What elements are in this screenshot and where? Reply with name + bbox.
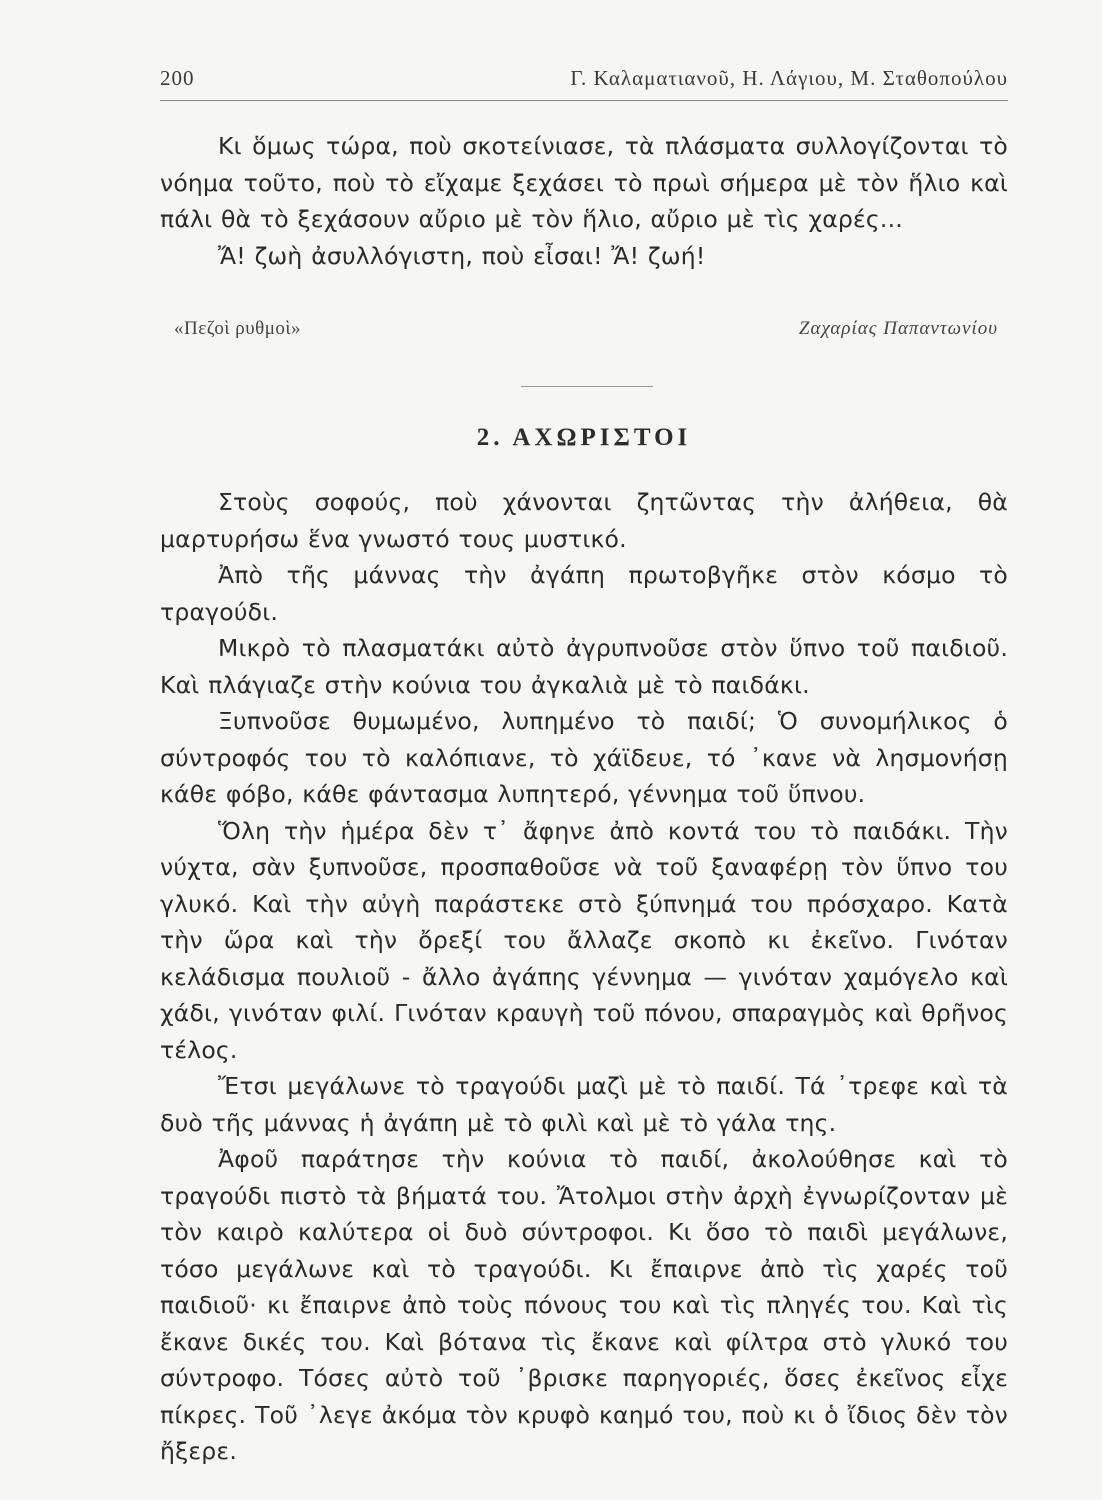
excerpt-paragraph: Κι ὅμως τώρα, ποὺ σκοτείνιασε, τὰ πλάσματα συλλογίζονται τὸ νόημα τοῦτο, ποὺ τὸ εἴχαμε ξεχάσει τὸ πρωὶ σήμερα μὲ τὸν ἥλιο καὶ πάλι θὰ τὸ ξεχάσουν αὔριο μὲ τὸν ἥλιο, αὔριο μὲ τὶς χαρές... bbox=[160, 132, 1008, 233]
page-number: 200 bbox=[160, 66, 195, 90]
excerpt-attribution bbox=[160, 318, 998, 340]
body-paragraph: Ὅλη τὴν ἡμέρα δὲν τ᾿ ἄφηνε ἀπὸ κοντά του τὸ παιδάκι. Τὴν νύχτα, σὰν ξυπνοῦσε, προσπαθοῦσε νὰ τοῦ ξαναφέρῃ τὸν ὕπνο του γλυκό. Καὶ τὴν αὐγὴ παράστεκε στὸ ξύπνημά του πρόσχαρο. Κατὰ τὴν ὥρα καὶ τὴν ὄρεξί του ἄλλαζε σκοπὸ κι ἐκεῖνο. Γινόταν κελάδισμα πουλιοῦ - ἄλλο ἀγάπης γέννημα — γινόταν χαμόγελο καὶ χάδι, γινόταν φιλί. Γινόταν κραυγὴ τοῦ πόνου, σπαραγμὸς καὶ θρῆνος τέλος. bbox=[160, 816, 1008, 1064]
running-title: Γ. Καλαματιανοῦ, Η. Λάγιου, Μ. Σταθοπούλου bbox=[570, 66, 1008, 90]
excerpt-source: «Πεζοὶ ρυθμοὶ» bbox=[174, 318, 302, 339]
section-separator bbox=[521, 386, 653, 387]
body-paragraph: Ἔτσι μεγάλωνε τὸ τραγούδι μαζὶ μὲ τὸ παιδί. Τά ᾿τρεφε καὶ τὰ δυὸ τῆς μάννας ἡ ἀγάπη μὲ τὸ φιλὶ καὶ μὲ τὸ γάλα της. bbox=[160, 1072, 1008, 1137]
section-body bbox=[160, 484, 1008, 1470]
body-paragraph: Ξυπνοῦσε θυμωμένο, λυπημένο τὸ παιδί; Ὁ συνομήλικος ὁ σύντροφός του τὸ καλόπιανε, τὸ χάϊδευε, τό ᾿κανε νὰ λησμονήσῃ κάθε φόβο, κάθε φάντασμα λυπητερό, γέννημα τοῦ ὕπνου. bbox=[160, 707, 1008, 808]
excerpt-paragraph: Ἄ! ζωὴ ἀσυλλόγιστη, ποὺ εἶσαι! Ἄ! ζωή! bbox=[218, 241, 706, 270]
body-paragraph: Μικρὸ τὸ πλασματάκι αὐτὸ ἀγρυπνοῦσε στὸν ὕπνο τοῦ παιδιοῦ. Καὶ πλάγιαζε στὴν κούνια του ἀγκαλιὰ μὲ τὸ παιδάκι. bbox=[160, 634, 1008, 699]
excerpt-text bbox=[160, 128, 1008, 274]
body-paragraph: Στοὺς σοφούς, ποὺ χάνονται ζητῶντας τὴν ἀλήθεια, θὰ μαρτυρήσω ἕνα γνωστό τους μυστικό. bbox=[160, 488, 1008, 553]
body-paragraph: Ἀπὸ τῆς μάννας τὴν ἀγάπη πρωτοβγῆκε στὸν κόσμο τὸ τραγούδι. bbox=[160, 561, 1008, 626]
running-header bbox=[160, 66, 1008, 91]
section-title: 2. ΑΧΩΡΙΣΤΟΙ bbox=[476, 424, 692, 451]
header-divider bbox=[160, 100, 1008, 101]
body-paragraph: Ἀφοῦ παράτησε τὴν κούνια τὸ παιδί, ἀκολούθησε καὶ τὸ τραγούδι πιστὸ τὰ βήματά του. Ἄτολμοι στὴν ἀρχὴ ἐγνωρίζονταν μὲ τὸν καιρὸ καλύτερα οἱ δυὸ σύντροφοι. Κι ὅσο τὸ παιδὶ μεγάλωνε, τόσο μεγάλωνε καὶ τὸ τραγούδι. Κι ἔπαιρνε ἀπὸ τὶς χαρές τοῦ παιδιοῦ· κι ἔπαιρνε ἀπὸ τοὺς πόνους του καὶ τὶς πληγές του. Καὶ τὶς ἔκανε δικές του. Καὶ βότανα τὶς ἔκανε καὶ φίλτρα στὸ γλυκό του σύντροφο. Τόσες αὐτὸ τοῦ ᾿βρισκε παρηγοριές, ὅσες ἐκεῖνος εἶχε πίκρες. Τοῦ ᾿λεγε ἀκόμα τὸν κρυφὸ καημό του, ποὺ κι ὁ ἴδιος δὲν τὸν ἤξερε. bbox=[160, 1145, 1008, 1465]
excerpt-author: Ζαχαρίας Παπαντωνίου bbox=[798, 318, 998, 339]
